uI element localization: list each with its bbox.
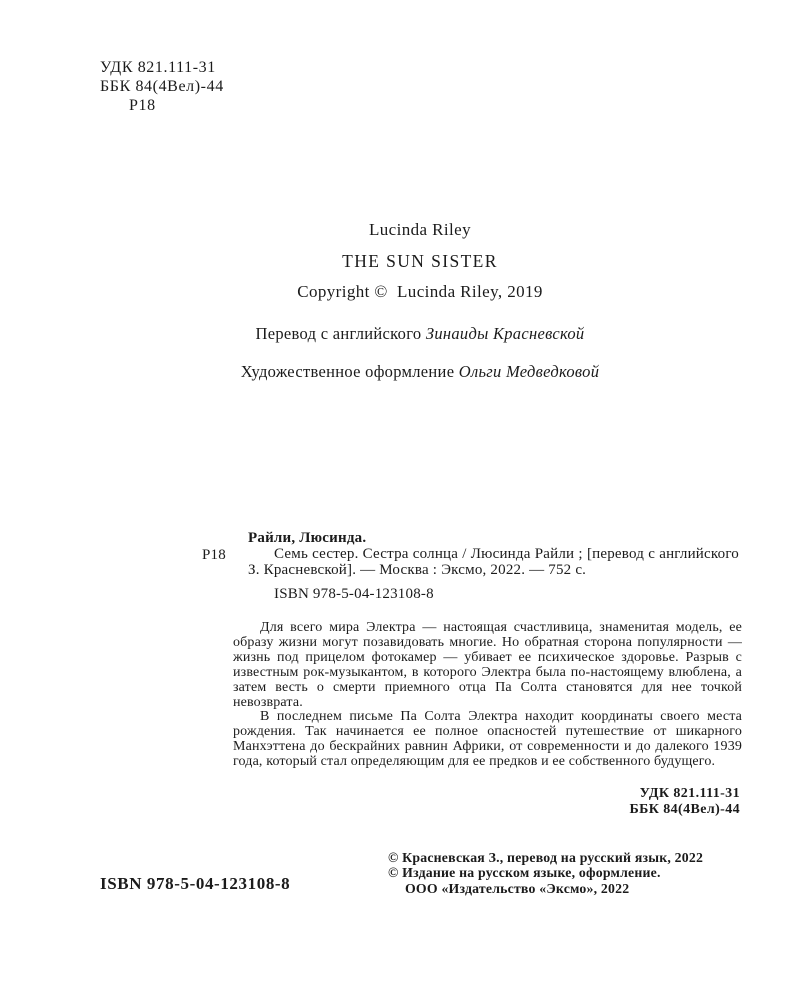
translation-credit xyxy=(100,324,740,344)
footer-copyright-block xyxy=(388,850,703,896)
bottom-udk-code: УДК 821.111-31 xyxy=(639,786,740,801)
original-title: THE SUN SISTER xyxy=(342,251,498,271)
copyright-line-translator: © Красневская З., перевод на русский язык, 2022 xyxy=(388,850,704,865)
design-credit-label: Художественное оформление xyxy=(240,362,455,381)
original-copyright-notice: Copyright © Lucinda Riley, 2019 xyxy=(297,282,543,301)
top-classification-codes xyxy=(100,58,224,115)
translation-credit-label: Перевод с английского xyxy=(255,324,422,343)
footer-isbn: ISBN 978-5-04-123108-8 xyxy=(100,874,291,893)
original-author: Lucinda Riley xyxy=(369,220,471,239)
udk-code: УДК 821.111-31 xyxy=(100,59,216,76)
translator-name: Зинаиды Красневской xyxy=(425,324,585,343)
bottom-classification-codes xyxy=(629,786,740,817)
catalog-author-sign: Р18 xyxy=(202,547,226,563)
designer-name: Ольги Медведковой xyxy=(458,362,600,381)
catalog-card xyxy=(202,530,739,602)
copyright-line-publisher: ООО «Издательство «Эксмо», 2022 xyxy=(405,880,630,896)
catalog-isbn: ISBN 978-5-04-123108-8 xyxy=(274,585,434,602)
credits-block xyxy=(100,324,740,382)
annotation-paragraph-1: Для всего мира Электра — настоящая счастливица, знаменитая модель, ее образу жизни могут позавидовать многие. Но обратная сторона популярности — жизнь под прицелом фотокамер — убивает ее психическое здоровье. Разрыв с известным рок-музыкантом, в которого Электра была по-настоящему влюблена, а затем весть о смерти приемного отца Па Солта становятся для нее точкой невозврата. xyxy=(233,620,742,710)
bottom-bbk-code: ББК 84(4Вел)-44 xyxy=(629,801,740,817)
catalog-author-heading: Райли, Люсинда. xyxy=(248,530,367,546)
copyright-line-edition: © Издание на русском языке, оформление. xyxy=(388,865,661,881)
catalog-description: Семь сестер. Сестра солнца / Люсинда Райли ; [перевод с английского З. Красневской]. — Москва : Эксмо, 2022. — 752 с. xyxy=(248,546,739,579)
author-sign-code: Р18 xyxy=(129,97,156,114)
annotation-paragraph-2: В последнем письме Па Солта Электра находит координаты своего места рождения. Так начинается ее полное опасностей путешествие от шикарного Манхэттена до бескрайних равнин Африки, от современности и до далекого 1939 года, который стал определяющим для ее предков и ее собственного будущего. xyxy=(233,709,742,770)
catalog-card-body xyxy=(248,530,739,602)
bbk-code: ББК 84(4Вел)-44 xyxy=(100,78,224,95)
annotation-block xyxy=(233,621,742,770)
design-credit xyxy=(100,362,740,382)
original-title-block xyxy=(100,220,740,302)
